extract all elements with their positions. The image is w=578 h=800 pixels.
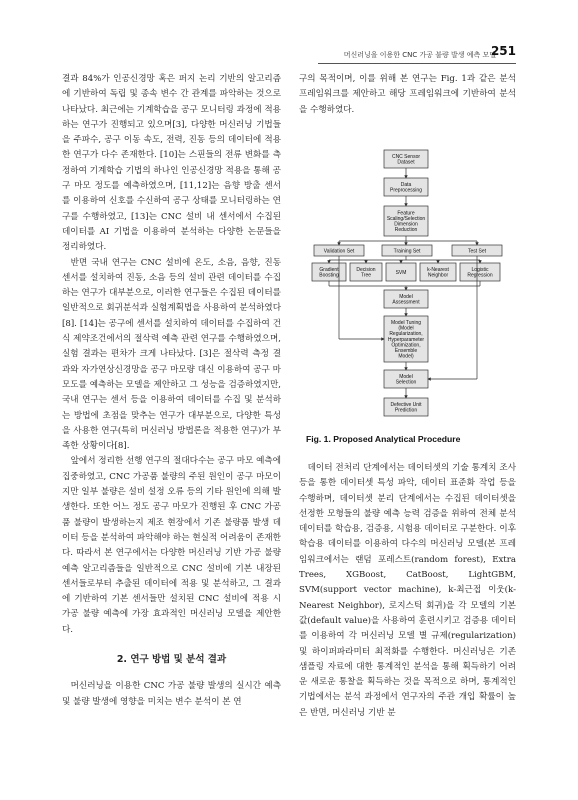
flow-node-label: Reduction xyxy=(394,227,418,234)
flow-node-label: Decision xyxy=(356,267,376,273)
flow-node-feature xyxy=(384,206,428,236)
right-column-bottom xyxy=(299,461,516,721)
left-paragraph-4: 머신러닝을 이용한 CNC 가공 불량 발생의 실시간 예측 및 불량 발생에 영향을 미치는 변수 분석이 본 연 xyxy=(62,681,281,707)
left-paragraph-3: 앞에서 정리한 선행 연구의 절대다수는 공구 마모 예측에 집중하였고, CNC 가공품 불량의 주된 원인이 공구 마모이지만 일부 불량은 설비 설정 오류 등의 기타 원인에 의해 발생한다. 또한 어느 정도 공구 마모가 진행된 후 CNC 가공품 불량이 발생하는지 제조 현장에서 기존 불량품 발생 데이터 등을 분석하여 파악해야 하는 현실적 어려움이 존재한다. 따라서 본 연구에서는 다양한 머신러닝 기반 가공 불량 예측 알고리즘들을 일반적으로 CNC 설비에 기본 내장된 센서들로부터 추출된 데이터에 적용 및 분석하고, 그 결과에 기반하여 기본 센서들만 설치된 CNC 설비에 적용 시 가공 불량 예측에 가장 효과적인 머신러닝 모델을 제안한다. xyxy=(62,456,281,635)
flow-node-assess xyxy=(384,290,428,308)
left-column xyxy=(62,72,281,710)
flow-node-label: Boosting xyxy=(319,272,339,279)
flow-node-svm xyxy=(386,263,416,281)
flow-node-label: Model xyxy=(399,294,413,300)
flow-node-label: k-Nearest xyxy=(427,267,449,273)
figure-1-flowchart xyxy=(310,148,510,426)
flow-node-sensor xyxy=(384,150,428,168)
flow-node-label: Feature xyxy=(397,210,415,217)
section-heading: 2. 연구 방법 및 분석 결과 xyxy=(116,653,227,665)
flow-node-label: SVM xyxy=(395,269,407,276)
figure-caption: Fig. 1. Proposed Analytical Procedure xyxy=(306,434,461,444)
flow-node-label: Selection xyxy=(395,379,417,386)
flow-node-label: Gradient xyxy=(319,267,339,273)
flow-node-label: Dimension xyxy=(394,221,418,228)
flow-node-label: Tree xyxy=(360,272,372,279)
flow-node-label: Preprocessing xyxy=(390,187,422,194)
running-header xyxy=(0,38,578,60)
flow-node-label: Defective Unit xyxy=(390,402,422,408)
flow-node-training xyxy=(382,245,432,256)
flow-node-selection xyxy=(384,370,428,388)
flow-node-label: Model Tuning xyxy=(390,320,422,326)
flow-node-defective xyxy=(384,398,428,416)
header-rule xyxy=(318,63,516,64)
flow-node-label: Training Set xyxy=(393,248,421,255)
running-title: 머신러닝을 이용한 CNC 가공 불량 발생 예측 모델 xyxy=(343,51,496,59)
flow-node-label: Assessment xyxy=(392,299,420,306)
flow-node-label: Scaling/Selection xyxy=(386,216,426,222)
right-column-top xyxy=(299,72,516,118)
flow-node-knn xyxy=(420,263,456,281)
flow-node-label: Ensemble xyxy=(394,348,418,354)
flow-node-label: Regularization, xyxy=(389,331,423,338)
flow-node-test xyxy=(452,245,502,256)
flow-node-gb xyxy=(312,263,346,281)
left-paragraph-2: 반면 국내 연구는 CNC 설비에 온도, 소음, 음향, 진동 센서를 설치하여 진동, 소음 등의 설비 관련 데이터를 수집하는 연구가 대부분으로, 이러한 연구들은 수집된 데이터를 일반적으로 회귀분석과 실험계획법을 사용하여 분석하였다[8]. [14]는 공구에 센서를 설치하여 데이터를 수집하여 건식 제약조건에서의 절삭력 예측 관련 연구를 수행하였으며, 실험 결과는 편차가 크게 나타났다. [3]은 절삭력 측정 결과와 자가연상신경망을 공구 마모량 대신 이용하여 공구 마모도를 예측하는 모델을 제안하고 그 성능을 검증하였지만, 국내 연구는 센서 등을 이용하여 데이터를 수집 및 분석하는 방법에 초점을 맞추는 연구가 대부분으로, 다양한 특성을 사용한 연구(특히 머신러닝 방법론을 적용한 연구)가 부족한 상황이다[8]. xyxy=(62,257,281,452)
flow-node-label: Logistic xyxy=(471,267,489,273)
flow-node-label: Regression xyxy=(467,272,493,279)
flow-node-label: Validation Set xyxy=(323,248,355,255)
flow-node-label: Prediction xyxy=(394,407,418,414)
flow-node-validation xyxy=(314,245,364,256)
right-paragraph-1: 구의 목적이며, 이를 위해 본 연구는 Fig. 1과 같은 분석 프레임워크를 제안하고 해당 프레임워크에 기반하여 분석을 수행하였다. xyxy=(299,74,516,115)
flow-node-label: Model) xyxy=(398,353,414,360)
flow-node-label: Hyperparameter xyxy=(387,336,425,343)
flow-node-label: Test Set xyxy=(467,248,487,255)
left-paragraph-1: 결과 84%가 인공신경망 혹은 퍼지 논리 기반의 알고리즘에 기반하여 독립 및 종속 변수 간 관계를 파악하는 것으로 나타났다. 최근에는 기계학습을 공구 모니터링 과정에 적용하는 연구가 진행되고 있으며[3], 다양한 머신러닝 기법들을 주파수, 공구 이동 속도, 전력, 진동 등의 데이터에 적용한 연구가 다수 존재한다. [10]는 스핀들의 전류 변화를 측정하여 기계학습 기법의 하나인 인공신경망 적용을 통해 공구 마모 정도를 예측하였으며, [11,12]는 음향 방출 센서를 이용하여 신호를 수신하여 공구 상태를 모니터링하는 연구를 수행하였고, [13]는 CNC 설비 내 센서에서 수집된 데이터를 AI 기법을 이용하여 분석하는 다양한 논문들을 정리하였다. xyxy=(62,74,281,253)
flow-node-dt xyxy=(350,263,382,281)
flow-node-label: Model xyxy=(399,374,413,380)
flow-node-preprocess xyxy=(384,178,428,196)
right-paragraph-2: 데이터 전처리 단계에서는 데이터셋의 기술 통계치 조사 등을 통한 데이터셋 특성 파악, 데이터 표준화 작업 등을 수행하며, 데이터셋 분리 단계에서는 수집된 데이터셋을 선정한 모형들의 불량 예측 능력 검증을 위하여 전체 분석 데이터를 학습용, 검증용, 시험용 데이터로 구분한다. 이후 학습용 데이터를 이용하여 다수의 머신러닝 모델(본 프레임워크에서는 랜덤 포레스트(random forest), Extra Trees, XGBoost, CatBoost, LightGBM, SVM(support vector machine), k-최근접 이웃(k-Nearest Neighbor), 로지스틱 회귀)을 각 모델의 기본값(default value)을 사용하여 훈련시키고 검증용 데이터를 이용하여 각 머신러닝 모델 별 규제(regularization) 및 하이퍼파라미터 최적화를 수행한다. 머신러닝은 기존 샘플링 자료에 대한 통계적인 분석을 통해 획득하기 어려운 새로운 통찰을 획득하는 것을 목적으로 하며, 통계적인 기법에서는 분석 과정에서 연구자의 주관 개입 확률이 높은 반면, 머신러닝 기반 분 xyxy=(299,463,516,718)
flow-node-label: Dataset xyxy=(397,159,415,166)
flow-node-label: (Model xyxy=(398,325,414,332)
flow-node-label: CNC Sensor xyxy=(391,154,421,160)
flow-node-lr xyxy=(460,263,500,281)
flowchart-svg xyxy=(310,148,510,426)
flow-node-label: Neighbor xyxy=(427,272,449,279)
page-number: 251 xyxy=(490,44,516,58)
flow-node-label: Data xyxy=(400,182,412,188)
flow-node-tuning xyxy=(384,316,428,362)
flow-node-label: Optimization, xyxy=(391,342,421,349)
